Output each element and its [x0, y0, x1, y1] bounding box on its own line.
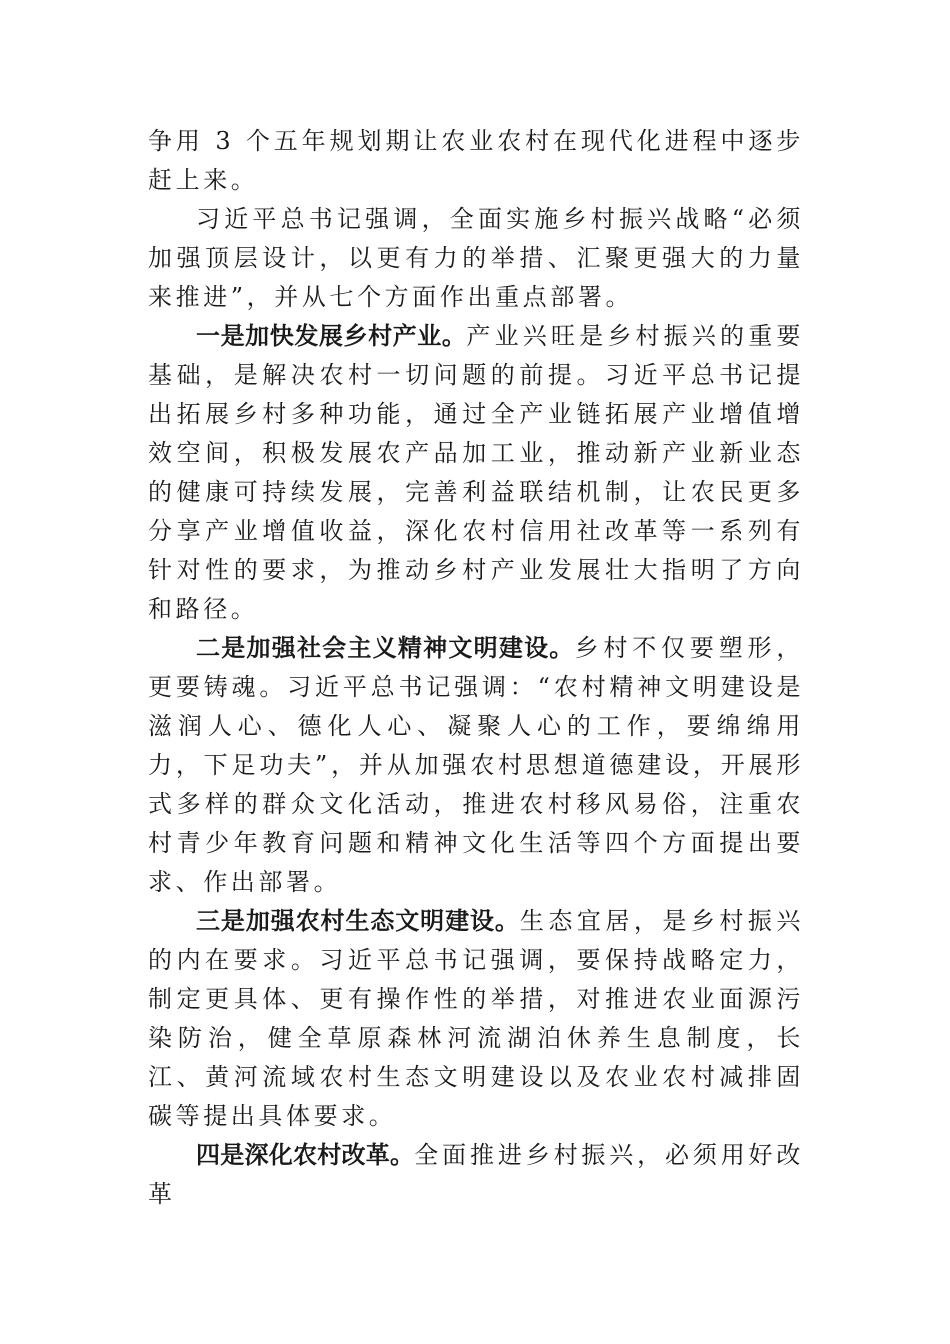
- section-heading: 三是加强农村生态文明建设。: [196, 907, 520, 935]
- document-page: [148, 122, 804, 1214]
- paragraph-3: [148, 317, 804, 629]
- paragraph-1: [148, 122, 804, 200]
- paragraph-5: [148, 902, 804, 1136]
- paragraph-text: 习近平总书记强调，全面实施乡村振兴战略“必须加强顶层设计，以更有力的举措、汇聚更强大的力量来推进”，并从七个方面作出重点部署。: [148, 205, 804, 311]
- section-heading: 一是加快发展乡村产业。: [196, 322, 467, 350]
- paragraph-text: 生态宜居，是乡村振兴的内在要求。习近平总书记强调，要保持战略定力，制定更具体、更有操作性的举措，对推进农业面源污染防治，健全草原森林河流湖泊休养生息制度，长江、黄河流域农村生态文明建设以及农业农村减排固碳等提出具体要求。: [148, 907, 805, 1130]
- paragraph-6: [148, 1136, 804, 1214]
- paragraph-text: 争用 3 个五年规划期让农业农村在现代化进程中逐步赶上来。: [148, 127, 804, 194]
- paragraph-4: [148, 629, 804, 902]
- paragraph-text: 全面推进乡村振兴，必须用好改革: [148, 1141, 805, 1208]
- paragraph-text: 产业兴旺是乡村振兴的重要基础，是解决农村一切问题的前提。习近平总书记提出拓展乡村多种功能，通过全产业链拓展产业增值增效空间，积极发展农产品加工业，推动新产业新业态的健康可持续发展，完善利益联结机制，让农民更多分享产业增值收益，深化农村信用社改革等一系列有针对性的要求，为推动乡村产业发展壮大指明了方向和路径。: [148, 322, 805, 623]
- section-heading: 二是加强社会主义精神文明建设。: [196, 634, 575, 662]
- paragraph-text: 乡村不仅要塑形，更要铸魂。习近平总书记强调：“农村精神文明建设是滋润人心、德化人心、凝聚人心的工作，要绵绵用力，下足功夫”，并从加强农村思想道德建设，开展形式多样的群众文化活动，推进农村移风易俗，注重农村青少年教育问题和精神文化生活等四个方面提出要求、作出部署。: [148, 634, 804, 896]
- paragraph-2: [148, 200, 804, 317]
- section-heading: 四是深化农村改革。: [196, 1141, 415, 1169]
